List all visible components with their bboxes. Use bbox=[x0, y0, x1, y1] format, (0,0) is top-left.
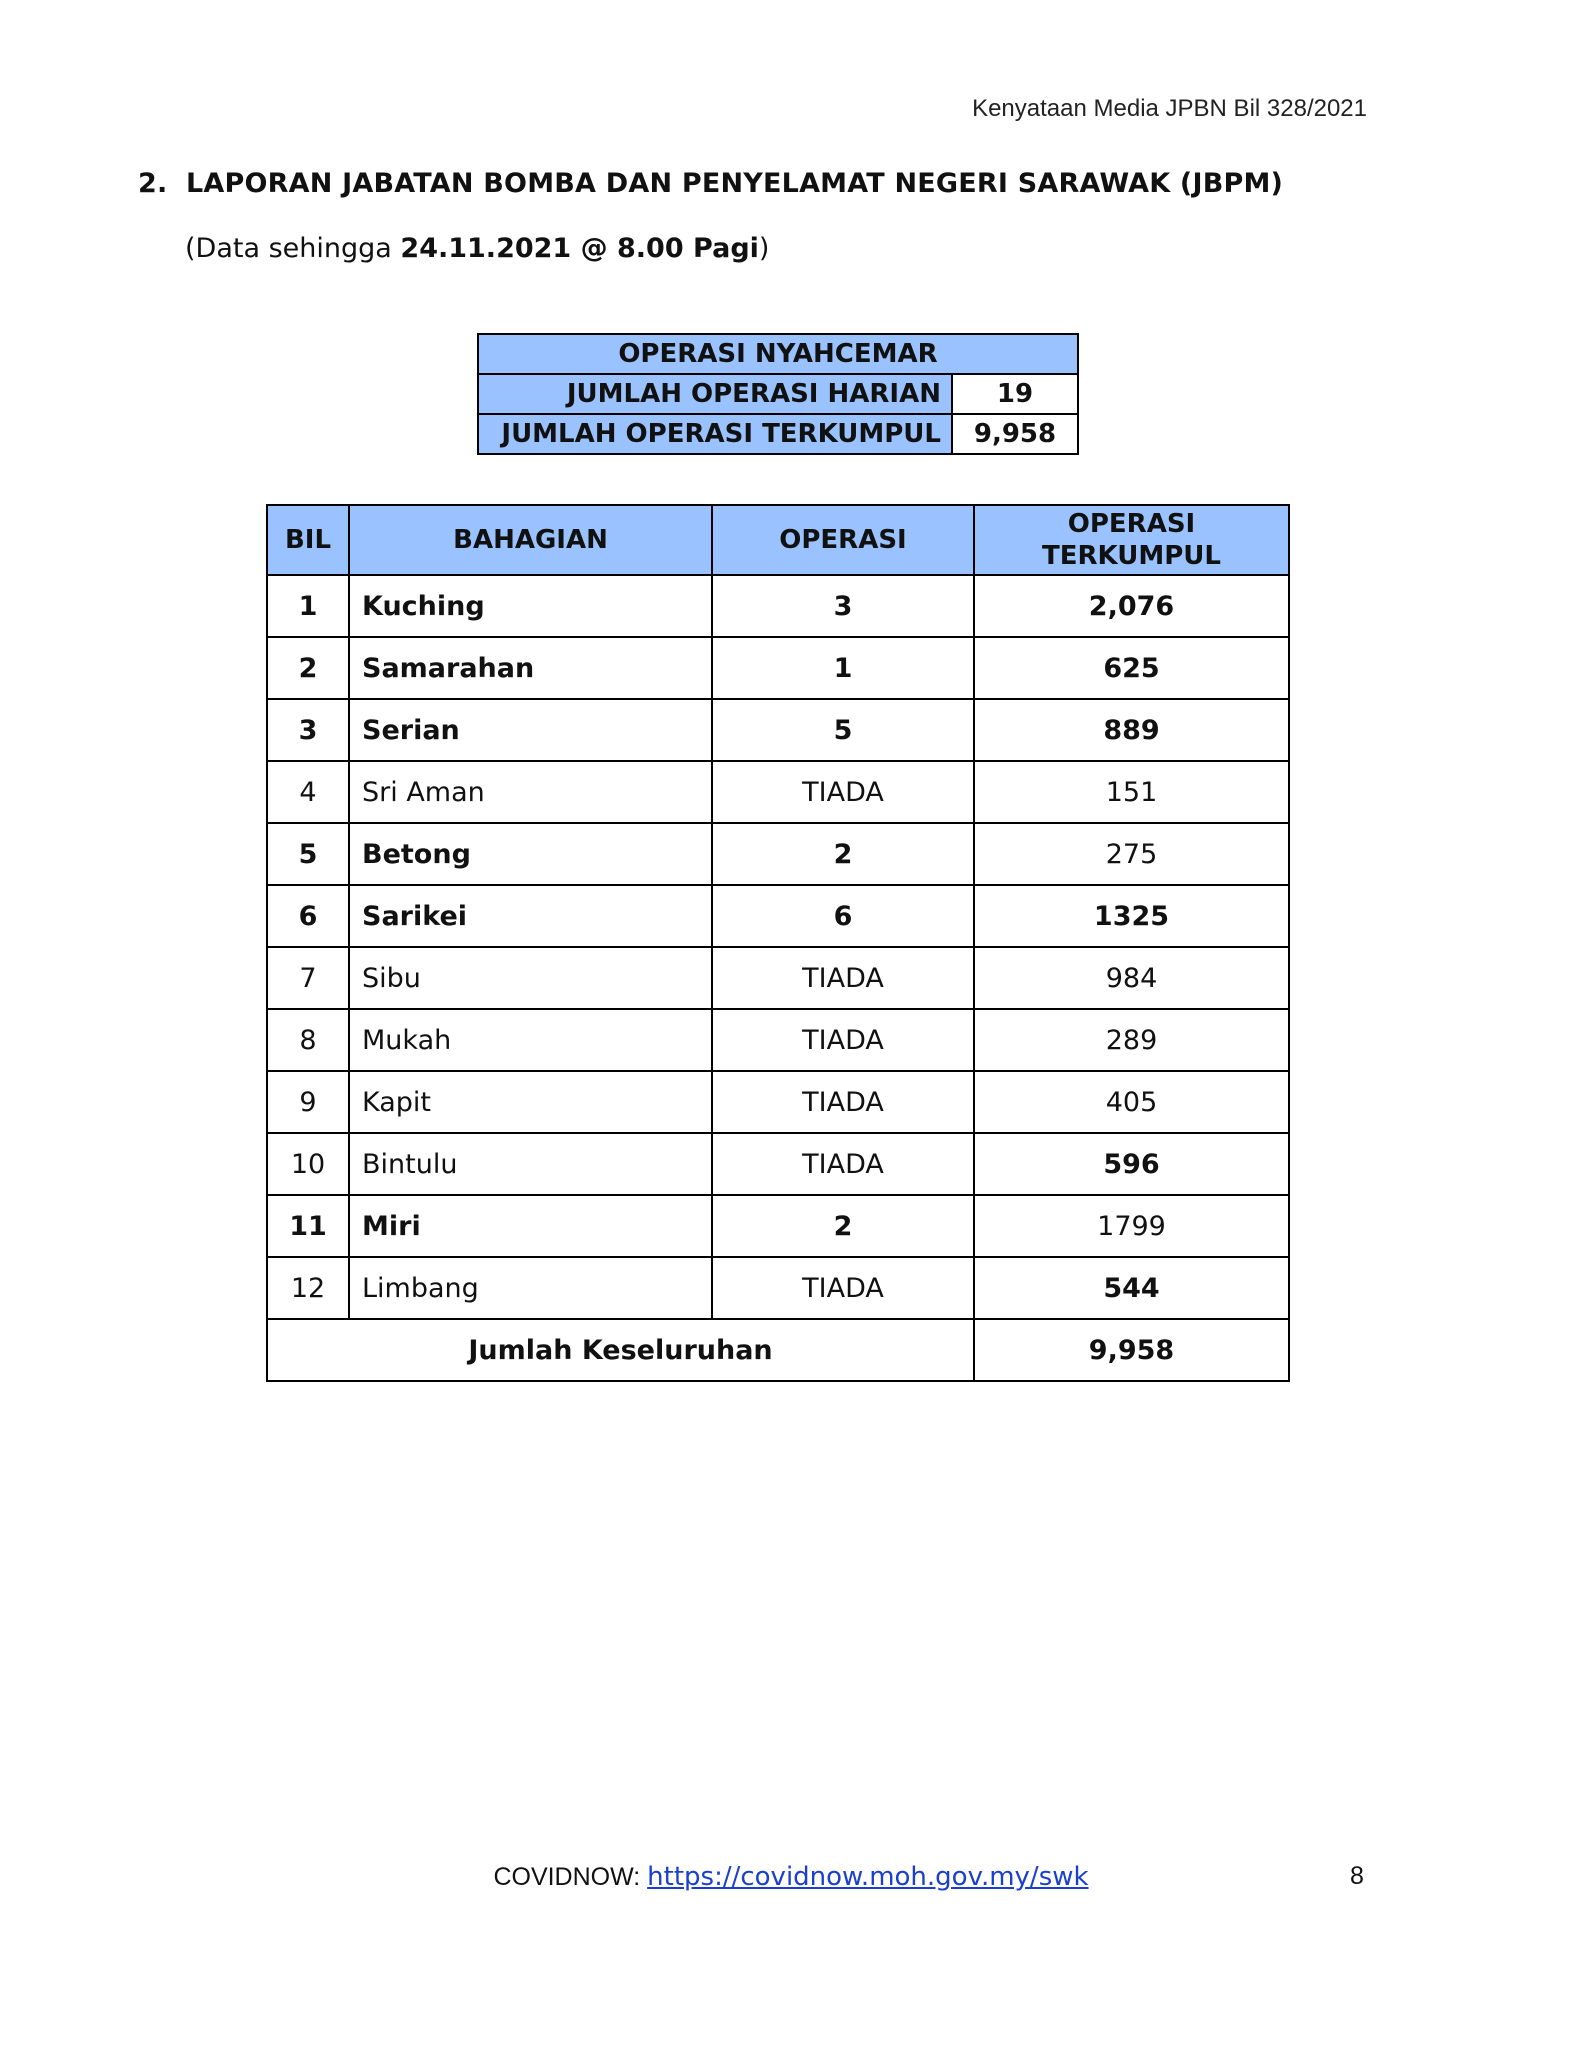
row-number: 12 bbox=[267, 1257, 349, 1319]
cumulative-operations-label: JUMLAH OPERASI TERKUMPUL bbox=[478, 414, 952, 454]
section-heading bbox=[138, 168, 1283, 199]
daily-operations: TIADA bbox=[712, 1009, 974, 1071]
daily-operations: 5 bbox=[712, 699, 974, 761]
cumulative-operations: 289 bbox=[974, 1009, 1289, 1071]
division-operations-table bbox=[266, 504, 1290, 1382]
cumulative-operations-value: 9,958 bbox=[952, 414, 1078, 454]
covidnow-link[interactable]: https://covidnow.moh.gov.my/swk bbox=[647, 1862, 1089, 1892]
cumulative-operations: 544 bbox=[974, 1257, 1289, 1319]
row-number: 2 bbox=[267, 637, 349, 699]
division-name: Mukah bbox=[349, 1009, 712, 1071]
cumulative-operations: 596 bbox=[974, 1133, 1289, 1195]
page-number: 8 bbox=[1350, 1862, 1364, 1890]
summary-title: OPERASI NYAHCEMAR bbox=[478, 334, 1078, 374]
daily-operations: 6 bbox=[712, 885, 974, 947]
cumulative-operations: 151 bbox=[974, 761, 1289, 823]
table-row bbox=[267, 637, 1289, 699]
division-name: Sri Aman bbox=[349, 761, 712, 823]
table-header-row bbox=[267, 505, 1289, 575]
total-label: Jumlah Keseluruhan bbox=[267, 1319, 974, 1381]
table-row bbox=[267, 947, 1289, 1009]
daily-operations: TIADA bbox=[712, 947, 974, 1009]
table-row bbox=[267, 1257, 1289, 1319]
total-row bbox=[267, 1319, 1289, 1381]
column-header-bahagian: BAHAGIAN bbox=[349, 505, 712, 575]
row-number: 10 bbox=[267, 1133, 349, 1195]
division-name: Betong bbox=[349, 823, 712, 885]
row-number: 4 bbox=[267, 761, 349, 823]
daily-operations: TIADA bbox=[712, 1071, 974, 1133]
column-header-terkumpul: OPERASI TERKUMPUL bbox=[974, 505, 1289, 575]
row-number: 8 bbox=[267, 1009, 349, 1071]
table-row bbox=[267, 1071, 1289, 1133]
row-number: 7 bbox=[267, 947, 349, 1009]
subtitle-date: 24.11.2021 @ 8.00 Pagi bbox=[400, 233, 759, 264]
row-number: 6 bbox=[267, 885, 349, 947]
table-row bbox=[267, 699, 1289, 761]
daily-operations: 3 bbox=[712, 575, 974, 637]
row-number: 11 bbox=[267, 1195, 349, 1257]
cumulative-operations: 1799 bbox=[974, 1195, 1289, 1257]
section-title: LAPORAN JABATAN BOMBA DAN PENYELAMAT NEGERI SARAWAK (JBPM) bbox=[186, 168, 1284, 199]
division-name: Kapit bbox=[349, 1071, 712, 1133]
table-row bbox=[267, 1195, 1289, 1257]
daily-operations: TIADA bbox=[712, 1257, 974, 1319]
table-row bbox=[267, 1133, 1289, 1195]
daily-operations: 2 bbox=[712, 1195, 974, 1257]
section-number: 2. bbox=[138, 168, 168, 199]
division-name: Sibu bbox=[349, 947, 712, 1009]
cumulative-operations: 1325 bbox=[974, 885, 1289, 947]
table-row bbox=[267, 823, 1289, 885]
division-name: Bintulu bbox=[349, 1133, 712, 1195]
daily-operations: TIADA bbox=[712, 761, 974, 823]
summary-table bbox=[477, 333, 1079, 455]
cumulative-operations: 2,076 bbox=[974, 575, 1289, 637]
cumulative-operations: 984 bbox=[974, 947, 1289, 1009]
table-row bbox=[267, 885, 1289, 947]
table-row bbox=[267, 1009, 1289, 1071]
row-number: 3 bbox=[267, 699, 349, 761]
daily-operations-value: 19 bbox=[952, 374, 1078, 414]
column-header-operasi: OPERASI bbox=[712, 505, 974, 575]
cumulative-operations: 275 bbox=[974, 823, 1289, 885]
daily-operations: 2 bbox=[712, 823, 974, 885]
daily-operations: 1 bbox=[712, 637, 974, 699]
row-number: 9 bbox=[267, 1071, 349, 1133]
footer-label: COVIDNOW: bbox=[493, 1863, 648, 1891]
row-number: 5 bbox=[267, 823, 349, 885]
subtitle-prefix: (Data sehingga bbox=[185, 233, 401, 264]
cumulative-operations: 889 bbox=[974, 699, 1289, 761]
division-name: Serian bbox=[349, 699, 712, 761]
data-as-of bbox=[185, 233, 769, 264]
daily-operations-label: JUMLAH OPERASI HARIAN bbox=[478, 374, 952, 414]
document-reference: Kenyataan Media JPBN Bil 328/2021 bbox=[972, 95, 1367, 122]
division-name: Kuching bbox=[349, 575, 712, 637]
division-name: Limbang bbox=[349, 1257, 712, 1319]
division-name: Sarikei bbox=[349, 885, 712, 947]
column-header-bil: BIL bbox=[267, 505, 349, 575]
cumulative-operations: 625 bbox=[974, 637, 1289, 699]
row-number: 1 bbox=[267, 575, 349, 637]
cumulative-operations: 405 bbox=[974, 1071, 1289, 1133]
table-row bbox=[267, 761, 1289, 823]
division-name: Miri bbox=[349, 1195, 712, 1257]
total-value: 9,958 bbox=[974, 1319, 1289, 1381]
table-row bbox=[267, 575, 1289, 637]
daily-operations: TIADA bbox=[712, 1133, 974, 1195]
subtitle-suffix: ) bbox=[758, 233, 770, 264]
footer bbox=[0, 1862, 1582, 1892]
division-name: Samarahan bbox=[349, 637, 712, 699]
